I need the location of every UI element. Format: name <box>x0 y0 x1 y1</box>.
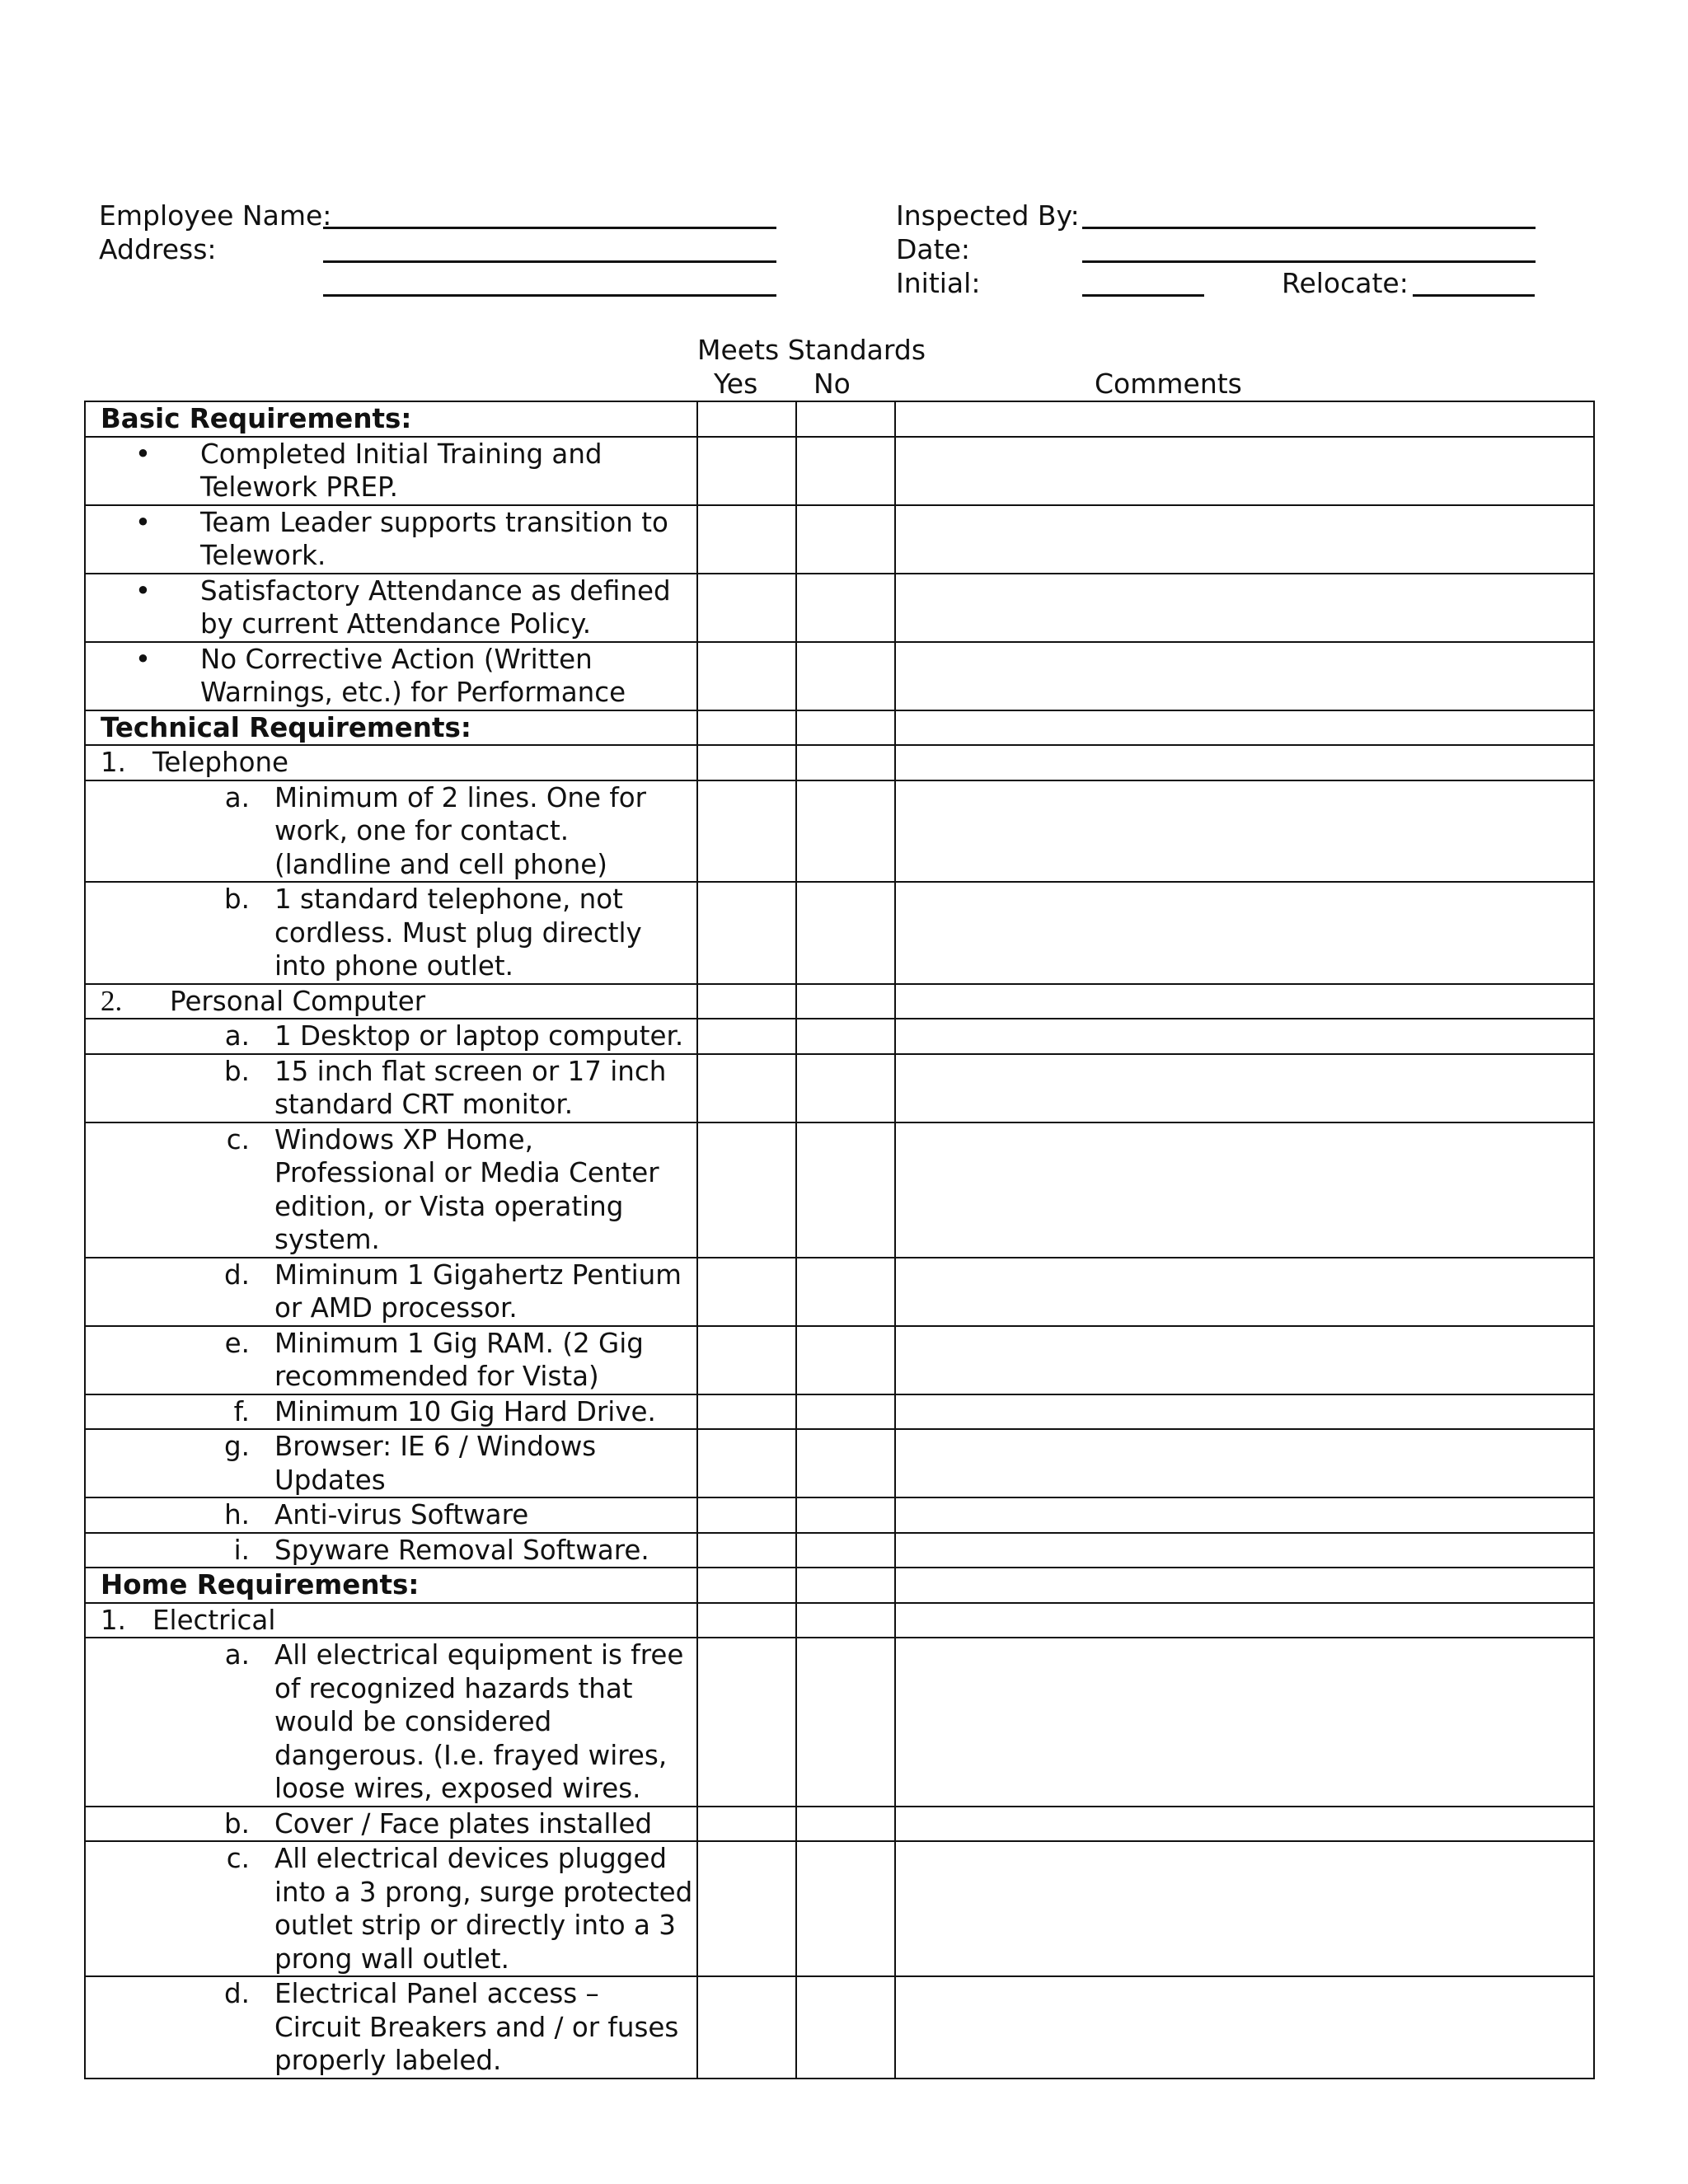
comments-cell[interactable] <box>895 1019 1594 1054</box>
item-text: Spyware Removal Software. <box>274 1534 649 1566</box>
comments-cell[interactable] <box>895 1533 1594 1568</box>
yes-cell[interactable] <box>697 505 796 574</box>
comments-cell[interactable] <box>895 1054 1594 1122</box>
yes-cell[interactable] <box>697 1533 796 1568</box>
item-letter: e. <box>224 1327 250 1359</box>
comments-cell[interactable] <box>895 710 1594 746</box>
table-row <box>85 1533 1594 1568</box>
item-text: Minimum 1 Gig RAM. (2 Gig recommended for Vista) <box>274 1327 644 1392</box>
yes-cell[interactable] <box>697 401 796 437</box>
comments-cell[interactable] <box>895 1429 1594 1497</box>
comments-cell[interactable] <box>895 1326 1594 1394</box>
relocate-field[interactable] <box>1413 294 1535 297</box>
no-cell[interactable] <box>796 1976 895 2079</box>
no-cell[interactable] <box>796 401 895 437</box>
no-cell[interactable] <box>796 745 895 780</box>
item-letter: a. <box>224 1020 250 1052</box>
item-letter: b. <box>224 1807 250 1840</box>
comments-cell[interactable] <box>895 401 1594 437</box>
yes-cell[interactable] <box>697 1394 796 1430</box>
item-text: Windows XP Home, Professional or Media Center edition, or Vista operating system. <box>274 1123 659 1255</box>
initial-field[interactable] <box>1082 294 1204 297</box>
bullet-icon: • <box>134 438 152 470</box>
section-row-home <box>85 1568 1594 1603</box>
yes-cell[interactable] <box>697 574 796 642</box>
address-field-line-2[interactable] <box>323 294 776 297</box>
no-cell[interactable] <box>796 437 895 505</box>
employee-name-label: Employee Name: <box>99 199 332 232</box>
yes-cell[interactable] <box>697 1497 796 1533</box>
item-text: Electrical Panel access – Circuit Breakers and / or fuses properly labeled. <box>274 1978 679 2076</box>
yes-cell[interactable] <box>697 745 796 780</box>
comments-cell[interactable] <box>895 574 1594 642</box>
group-label-personal-computer: Personal Computer <box>170 985 426 1017</box>
section-title-technical: Technical Requirements: <box>101 711 471 743</box>
table-row <box>85 1019 1594 1054</box>
item-text: All electrical devices plugged into a 3 prong, surge protected outlet strip or directly into a 3 prong wall outlet. <box>274 1843 693 1975</box>
comments-cell[interactable] <box>895 437 1594 505</box>
table-row <box>85 1976 1594 2079</box>
yes-cell[interactable] <box>697 1326 796 1394</box>
item-text: All electrical equipment is free of recognized hazards that would be considered dangerous. (I.e. frayed wires, loose wires, exposed wires. <box>274 1639 684 1804</box>
comments-cell[interactable] <box>895 1976 1594 2079</box>
item-letter: i. <box>233 1534 250 1566</box>
comments-cell[interactable] <box>895 882 1594 984</box>
table-row <box>85 1429 1594 1497</box>
item-text: Minimum of 2 lines. One for work, one for contact. (landline and cell phone) <box>274 781 647 880</box>
item-letter: h. <box>224 1499 250 1530</box>
no-cell[interactable] <box>796 1841 895 1976</box>
section-row-technical <box>85 710 1594 746</box>
basic-item-1: Completed Initial Training and Telework PREP. <box>200 438 603 503</box>
no-column-heading: No <box>814 368 851 400</box>
no-cell[interactable] <box>796 574 895 642</box>
item-letter: d. <box>224 1978 250 2009</box>
item-text: Browser: IE 6 / Windows Updates <box>274 1431 597 1496</box>
yes-cell[interactable] <box>697 642 796 710</box>
item-letter: a. <box>224 781 250 813</box>
group-row-personal-computer <box>85 984 1594 1019</box>
no-cell[interactable] <box>796 1394 895 1430</box>
no-cell[interactable] <box>796 505 895 574</box>
section-title-basic: Basic Requirements: <box>101 403 412 434</box>
yes-cell[interactable] <box>697 1258 796 1326</box>
table-row <box>85 1638 1594 1807</box>
no-cell[interactable] <box>796 984 895 1019</box>
table-row <box>85 437 1594 505</box>
yes-cell[interactable] <box>697 780 796 883</box>
no-cell[interactable] <box>796 1638 895 1807</box>
item-text: Anti-virus Software <box>274 1499 529 1530</box>
no-cell[interactable] <box>796 1326 895 1394</box>
no-cell[interactable] <box>796 1258 895 1326</box>
table-row <box>85 574 1594 642</box>
item-letter: d. <box>224 1258 250 1291</box>
comments-cell[interactable] <box>895 1122 1594 1258</box>
comments-cell[interactable] <box>895 1258 1594 1326</box>
no-cell[interactable] <box>796 780 895 883</box>
basic-item-4: No Corrective Action (Written Warnings, etc.) for Performance <box>200 643 626 708</box>
no-cell[interactable] <box>796 1807 895 1842</box>
item-text: 15 inch flat screen or 17 inch standard CRT monitor. <box>274 1055 667 1120</box>
address-label: Address: <box>99 233 217 265</box>
yes-cell[interactable] <box>697 984 796 1019</box>
group-number: 1. <box>101 747 127 778</box>
table-row <box>85 1841 1594 1976</box>
no-cell[interactable] <box>796 1429 895 1497</box>
section-row-basic <box>85 401 1594 437</box>
yes-cell[interactable] <box>697 882 796 984</box>
table-row <box>85 505 1594 574</box>
table-row <box>85 780 1594 883</box>
table-row <box>85 642 1594 710</box>
initial-label: Initial: <box>896 267 981 299</box>
comments-cell[interactable] <box>895 642 1594 710</box>
item-text: Minimum 10 Gig Hard Drive. <box>274 1395 656 1427</box>
table-row <box>85 1122 1594 1258</box>
group-number: 1. <box>101 1604 127 1636</box>
no-cell[interactable] <box>796 642 895 710</box>
no-cell[interactable] <box>796 1497 895 1533</box>
item-letter: f. <box>233 1395 250 1427</box>
yes-cell[interactable] <box>697 1807 796 1842</box>
table-row <box>85 882 1594 984</box>
table-row <box>85 1807 1594 1842</box>
date-label: Date: <box>896 233 970 265</box>
comments-cell[interactable] <box>895 1568 1594 1603</box>
inspected-by-field[interactable] <box>1082 227 1536 229</box>
no-cell[interactable] <box>796 1568 895 1603</box>
comments-column-heading: Comments <box>1095 368 1242 400</box>
yes-cell[interactable] <box>697 1638 796 1807</box>
employee-name-field[interactable] <box>323 227 776 229</box>
group-number: 2. <box>101 984 123 1017</box>
yes-cell[interactable] <box>697 437 796 505</box>
yes-cell[interactable] <box>697 1568 796 1603</box>
table-row <box>85 1258 1594 1326</box>
yes-cell[interactable] <box>697 1603 796 1638</box>
item-letter: b. <box>224 883 250 915</box>
comments-cell[interactable] <box>895 1497 1594 1533</box>
address-field-line-1[interactable] <box>323 260 776 263</box>
inspected-by-label: Inspected By: <box>896 199 1080 232</box>
no-cell[interactable] <box>796 1019 895 1054</box>
no-cell[interactable] <box>796 1054 895 1122</box>
meets-standards-heading: Meets Standards <box>697 334 926 366</box>
group-row-telephone <box>85 745 1594 780</box>
comments-cell[interactable] <box>895 505 1594 574</box>
item-letter: c. <box>226 1123 250 1155</box>
table-row <box>85 1054 1594 1122</box>
date-field[interactable] <box>1082 260 1536 263</box>
item-text: 1 Desktop or laptop computer. <box>274 1020 684 1052</box>
no-cell[interactable] <box>796 1533 895 1568</box>
relocate-label: Relocate: <box>1282 267 1409 299</box>
yes-cell[interactable] <box>697 1019 796 1054</box>
item-letter: a. <box>224 1639 250 1671</box>
yes-cell[interactable] <box>697 1841 796 1976</box>
comments-cell[interactable] <box>895 780 1594 883</box>
comments-cell[interactable] <box>895 1638 1594 1807</box>
comments-cell[interactable] <box>895 984 1594 1019</box>
item-text: 1 standard telephone, not cordless. Must plug directly into phone outlet. <box>274 883 642 982</box>
comments-cell[interactable] <box>895 1841 1594 1976</box>
item-letter: g. <box>224 1431 250 1462</box>
basic-item-3: Satisfactory Attendance as defined by current Attendance Policy. <box>200 574 671 640</box>
inspection-checklist-table <box>84 401 1595 2079</box>
table-row <box>85 1326 1594 1394</box>
no-cell[interactable] <box>796 710 895 746</box>
yes-cell[interactable] <box>697 1122 796 1258</box>
yes-column-heading: Yes <box>714 368 758 400</box>
group-row-electrical <box>85 1603 1594 1638</box>
basic-item-2: Team Leader supports transition to Telework. <box>200 506 668 571</box>
yes-cell[interactable] <box>697 1429 796 1497</box>
no-cell[interactable] <box>796 1603 895 1638</box>
no-cell[interactable] <box>796 1122 895 1258</box>
yes-cell[interactable] <box>697 710 796 746</box>
table-row <box>85 1497 1594 1533</box>
yes-cell[interactable] <box>697 1976 796 2079</box>
comments-cell[interactable] <box>895 1394 1594 1430</box>
bullet-icon: • <box>134 574 152 607</box>
comments-cell[interactable] <box>895 1807 1594 1842</box>
item-letter: c. <box>226 1843 250 1874</box>
no-cell[interactable] <box>796 882 895 984</box>
group-label-telephone: Telephone <box>152 747 289 778</box>
comments-cell[interactable] <box>895 1603 1594 1638</box>
comments-cell[interactable] <box>895 745 1594 780</box>
bullet-icon: • <box>134 506 152 538</box>
item-letter: b. <box>224 1055 250 1087</box>
section-title-home: Home Requirements: <box>101 1569 420 1601</box>
yes-cell[interactable] <box>697 1054 796 1122</box>
bullet-icon: • <box>134 643 152 675</box>
item-text: Cover / Face plates installed <box>274 1807 653 1840</box>
group-label-electrical: Electrical <box>152 1604 276 1636</box>
table-row <box>85 1394 1594 1430</box>
item-text: Miminum 1 Gigahertz Pentium or AMD processor. <box>274 1258 682 1324</box>
